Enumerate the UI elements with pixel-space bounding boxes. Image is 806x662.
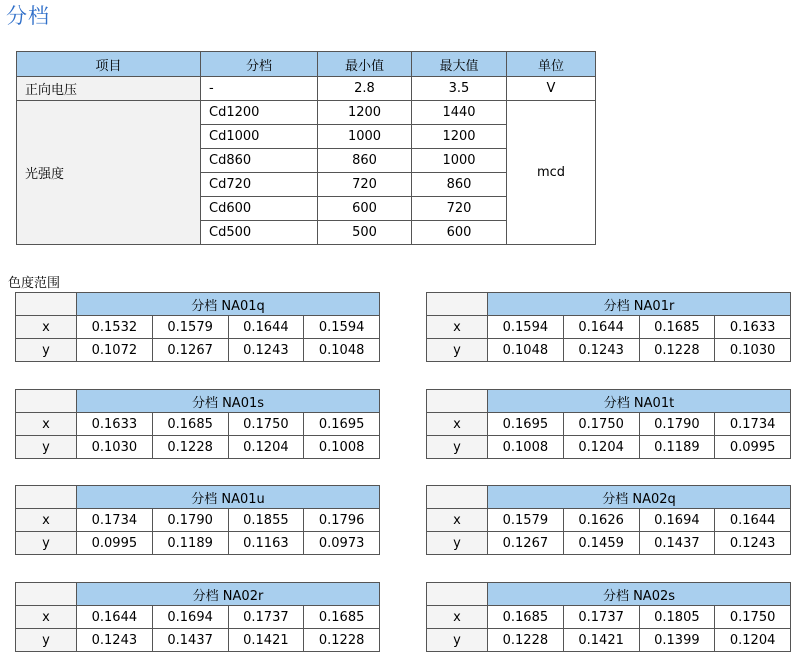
y-value: 0.1204	[563, 436, 639, 459]
chroma-header-row	[16, 583, 380, 606]
y-value: 0.1243	[563, 339, 639, 362]
chroma-corner-cell	[16, 293, 77, 316]
y-value: 0.1204	[228, 436, 304, 459]
luminous-max: 720	[412, 197, 507, 221]
chroma-x-row	[427, 509, 791, 532]
x-value: 0.1737	[228, 606, 304, 629]
chroma-corner-cell	[427, 583, 488, 606]
x-value: 0.1633	[715, 316, 791, 339]
y-value: 0.1008	[488, 436, 564, 459]
table-row	[17, 77, 596, 101]
chroma-header-row	[16, 293, 380, 316]
chroma-x-row	[16, 316, 380, 339]
y-value: 0.1243	[228, 339, 304, 362]
chroma-x-row	[427, 413, 791, 436]
y-value: 0.0973	[304, 532, 380, 555]
chroma-corner-cell	[427, 390, 488, 413]
chroma-bin-label: 分档 NA02q	[488, 486, 791, 509]
x-value: 0.1644	[563, 316, 639, 339]
x-value: 0.1594	[304, 316, 380, 339]
x-value: 0.1750	[563, 413, 639, 436]
y-value: 0.1048	[488, 339, 564, 362]
luminous-bin: Cd720	[201, 173, 318, 197]
y-value: 0.1243	[715, 532, 791, 555]
y-value: 0.1437	[639, 532, 715, 555]
forward-voltage-min: 2.8	[318, 77, 412, 101]
x-axis-label: x	[427, 316, 488, 339]
bin-spec-table	[16, 51, 596, 245]
chroma-y-row	[427, 339, 791, 362]
luminous-intensity-label: 光强度	[17, 101, 201, 245]
y-value: 0.1243	[77, 629, 153, 652]
x-value: 0.1685	[152, 413, 228, 436]
chroma-y-row	[16, 436, 380, 459]
y-axis-label: y	[16, 532, 77, 555]
y-value: 0.1072	[77, 339, 153, 362]
chroma-header-row	[16, 486, 380, 509]
forward-voltage-max: 3.5	[412, 77, 507, 101]
luminous-min: 600	[318, 197, 412, 221]
luminous-min: 1200	[318, 101, 412, 125]
y-value: 0.1228	[488, 629, 564, 652]
chroma-corner-cell	[16, 583, 77, 606]
x-axis-label: x	[427, 509, 488, 532]
luminous-max: 600	[412, 221, 507, 245]
x-value: 0.1695	[304, 413, 380, 436]
x-value: 0.1532	[77, 316, 153, 339]
luminous-bin: Cd1200	[201, 101, 318, 125]
chroma-bin-label: 分档 NA01s	[77, 390, 380, 413]
y-value: 0.1421	[228, 629, 304, 652]
forward-voltage-bin: -	[201, 77, 318, 101]
chroma-bin-label: 分档 NA01t	[488, 390, 791, 413]
chroma-bin-label: 分档 NA02s	[488, 583, 791, 606]
y-value: 0.1048	[304, 339, 380, 362]
chroma-bin-table	[15, 582, 380, 652]
x-value: 0.1750	[715, 606, 791, 629]
x-value: 0.1626	[563, 509, 639, 532]
x-axis-label: x	[16, 606, 77, 629]
x-value: 0.1796	[304, 509, 380, 532]
header-max: 最大值	[412, 52, 507, 77]
luminous-min: 720	[318, 173, 412, 197]
y-value: 0.1459	[563, 532, 639, 555]
header-min: 最小值	[318, 52, 412, 77]
x-axis-label: x	[427, 413, 488, 436]
chroma-y-row	[16, 532, 380, 555]
table-row	[17, 101, 596, 125]
table-header-row	[17, 52, 596, 77]
y-value: 0.1399	[639, 629, 715, 652]
x-axis-label: x	[16, 316, 77, 339]
chroma-bin-table	[426, 292, 791, 362]
y-value: 0.1030	[77, 436, 153, 459]
x-value: 0.1734	[715, 413, 791, 436]
y-value: 0.1228	[304, 629, 380, 652]
chroma-bin-table	[15, 485, 380, 555]
header-unit: 单位	[507, 52, 596, 77]
x-value: 0.1805	[639, 606, 715, 629]
x-axis-label: x	[16, 509, 77, 532]
y-value: 0.1267	[488, 532, 564, 555]
y-value: 0.1189	[152, 532, 228, 555]
chroma-y-row	[427, 436, 791, 459]
luminous-max: 1200	[412, 125, 507, 149]
x-value: 0.1694	[152, 606, 228, 629]
chromaticity-section-title: 色度范围	[8, 276, 61, 291]
x-value: 0.1685	[488, 606, 564, 629]
chroma-bin-table	[15, 292, 380, 362]
x-value: 0.1685	[304, 606, 380, 629]
x-value: 0.1685	[639, 316, 715, 339]
x-value: 0.1633	[77, 413, 153, 436]
x-value: 0.1737	[563, 606, 639, 629]
chroma-bin-label: 分档 NA02r	[77, 583, 380, 606]
header-bin: 分档	[201, 52, 318, 77]
luminous-bin: Cd1000	[201, 125, 318, 149]
y-value: 0.0995	[77, 532, 153, 555]
y-value: 0.1030	[715, 339, 791, 362]
chroma-header-row	[427, 390, 791, 413]
y-value: 0.1163	[228, 532, 304, 555]
luminous-unit: mcd	[507, 101, 596, 245]
y-value: 0.1228	[639, 339, 715, 362]
chroma-x-row	[427, 316, 791, 339]
luminous-max: 1440	[412, 101, 507, 125]
luminous-bin: Cd500	[201, 221, 318, 245]
x-axis-label: x	[16, 413, 77, 436]
chroma-header-row	[427, 293, 791, 316]
chroma-x-row	[427, 606, 791, 629]
y-value: 0.1267	[152, 339, 228, 362]
x-value: 0.1579	[488, 509, 564, 532]
x-value: 0.1594	[488, 316, 564, 339]
chroma-y-row	[427, 629, 791, 652]
y-value: 0.1228	[152, 436, 228, 459]
y-axis-label: y	[16, 436, 77, 459]
luminous-min: 860	[318, 149, 412, 173]
y-value: 0.0995	[715, 436, 791, 459]
y-value: 0.1189	[639, 436, 715, 459]
y-axis-label: y	[427, 532, 488, 555]
x-value: 0.1694	[639, 509, 715, 532]
x-value: 0.1695	[488, 413, 564, 436]
x-value: 0.1644	[77, 606, 153, 629]
y-axis-label: y	[427, 629, 488, 652]
luminous-min: 1000	[318, 125, 412, 149]
luminous-bin: Cd860	[201, 149, 318, 173]
x-value: 0.1790	[152, 509, 228, 532]
chroma-header-row	[16, 390, 380, 413]
x-value: 0.1644	[228, 316, 304, 339]
chroma-y-row	[427, 532, 791, 555]
y-value: 0.1437	[152, 629, 228, 652]
x-value: 0.1750	[228, 413, 304, 436]
forward-voltage-label: 正向电压	[17, 77, 201, 101]
y-value: 0.1204	[715, 629, 791, 652]
x-value: 0.1644	[715, 509, 791, 532]
x-value: 0.1579	[152, 316, 228, 339]
chroma-x-row	[16, 509, 380, 532]
luminous-bin: Cd600	[201, 197, 318, 221]
y-axis-label: y	[16, 339, 77, 362]
luminous-max: 860	[412, 173, 507, 197]
luminous-max: 1000	[412, 149, 507, 173]
y-axis-label: y	[16, 629, 77, 652]
chroma-bin-label: 分档 NA01q	[77, 293, 380, 316]
chroma-corner-cell	[427, 293, 488, 316]
chroma-corner-cell	[427, 486, 488, 509]
chroma-corner-cell	[16, 390, 77, 413]
x-axis-label: x	[427, 606, 488, 629]
chroma-bin-table	[15, 389, 380, 459]
page-title: 分档	[6, 4, 50, 28]
chroma-bin-table	[426, 485, 791, 555]
x-value: 0.1790	[639, 413, 715, 436]
y-value: 0.1421	[563, 629, 639, 652]
luminous-min: 500	[318, 221, 412, 245]
chroma-x-row	[16, 606, 380, 629]
x-value: 0.1734	[77, 509, 153, 532]
chroma-y-row	[16, 629, 380, 652]
chroma-bin-label: 分档 NA01r	[488, 293, 791, 316]
chroma-bin-label: 分档 NA01u	[77, 486, 380, 509]
chroma-y-row	[16, 339, 380, 362]
chroma-x-row	[16, 413, 380, 436]
chroma-bin-table	[426, 582, 791, 652]
y-axis-label: y	[427, 339, 488, 362]
chroma-header-row	[427, 583, 791, 606]
y-axis-label: y	[427, 436, 488, 459]
x-value: 0.1855	[228, 509, 304, 532]
chroma-bin-table	[426, 389, 791, 459]
header-item: 项目	[17, 52, 201, 77]
y-value: 0.1008	[304, 436, 380, 459]
chroma-header-row	[427, 486, 791, 509]
forward-voltage-unit: V	[507, 77, 596, 101]
chroma-corner-cell	[16, 486, 77, 509]
